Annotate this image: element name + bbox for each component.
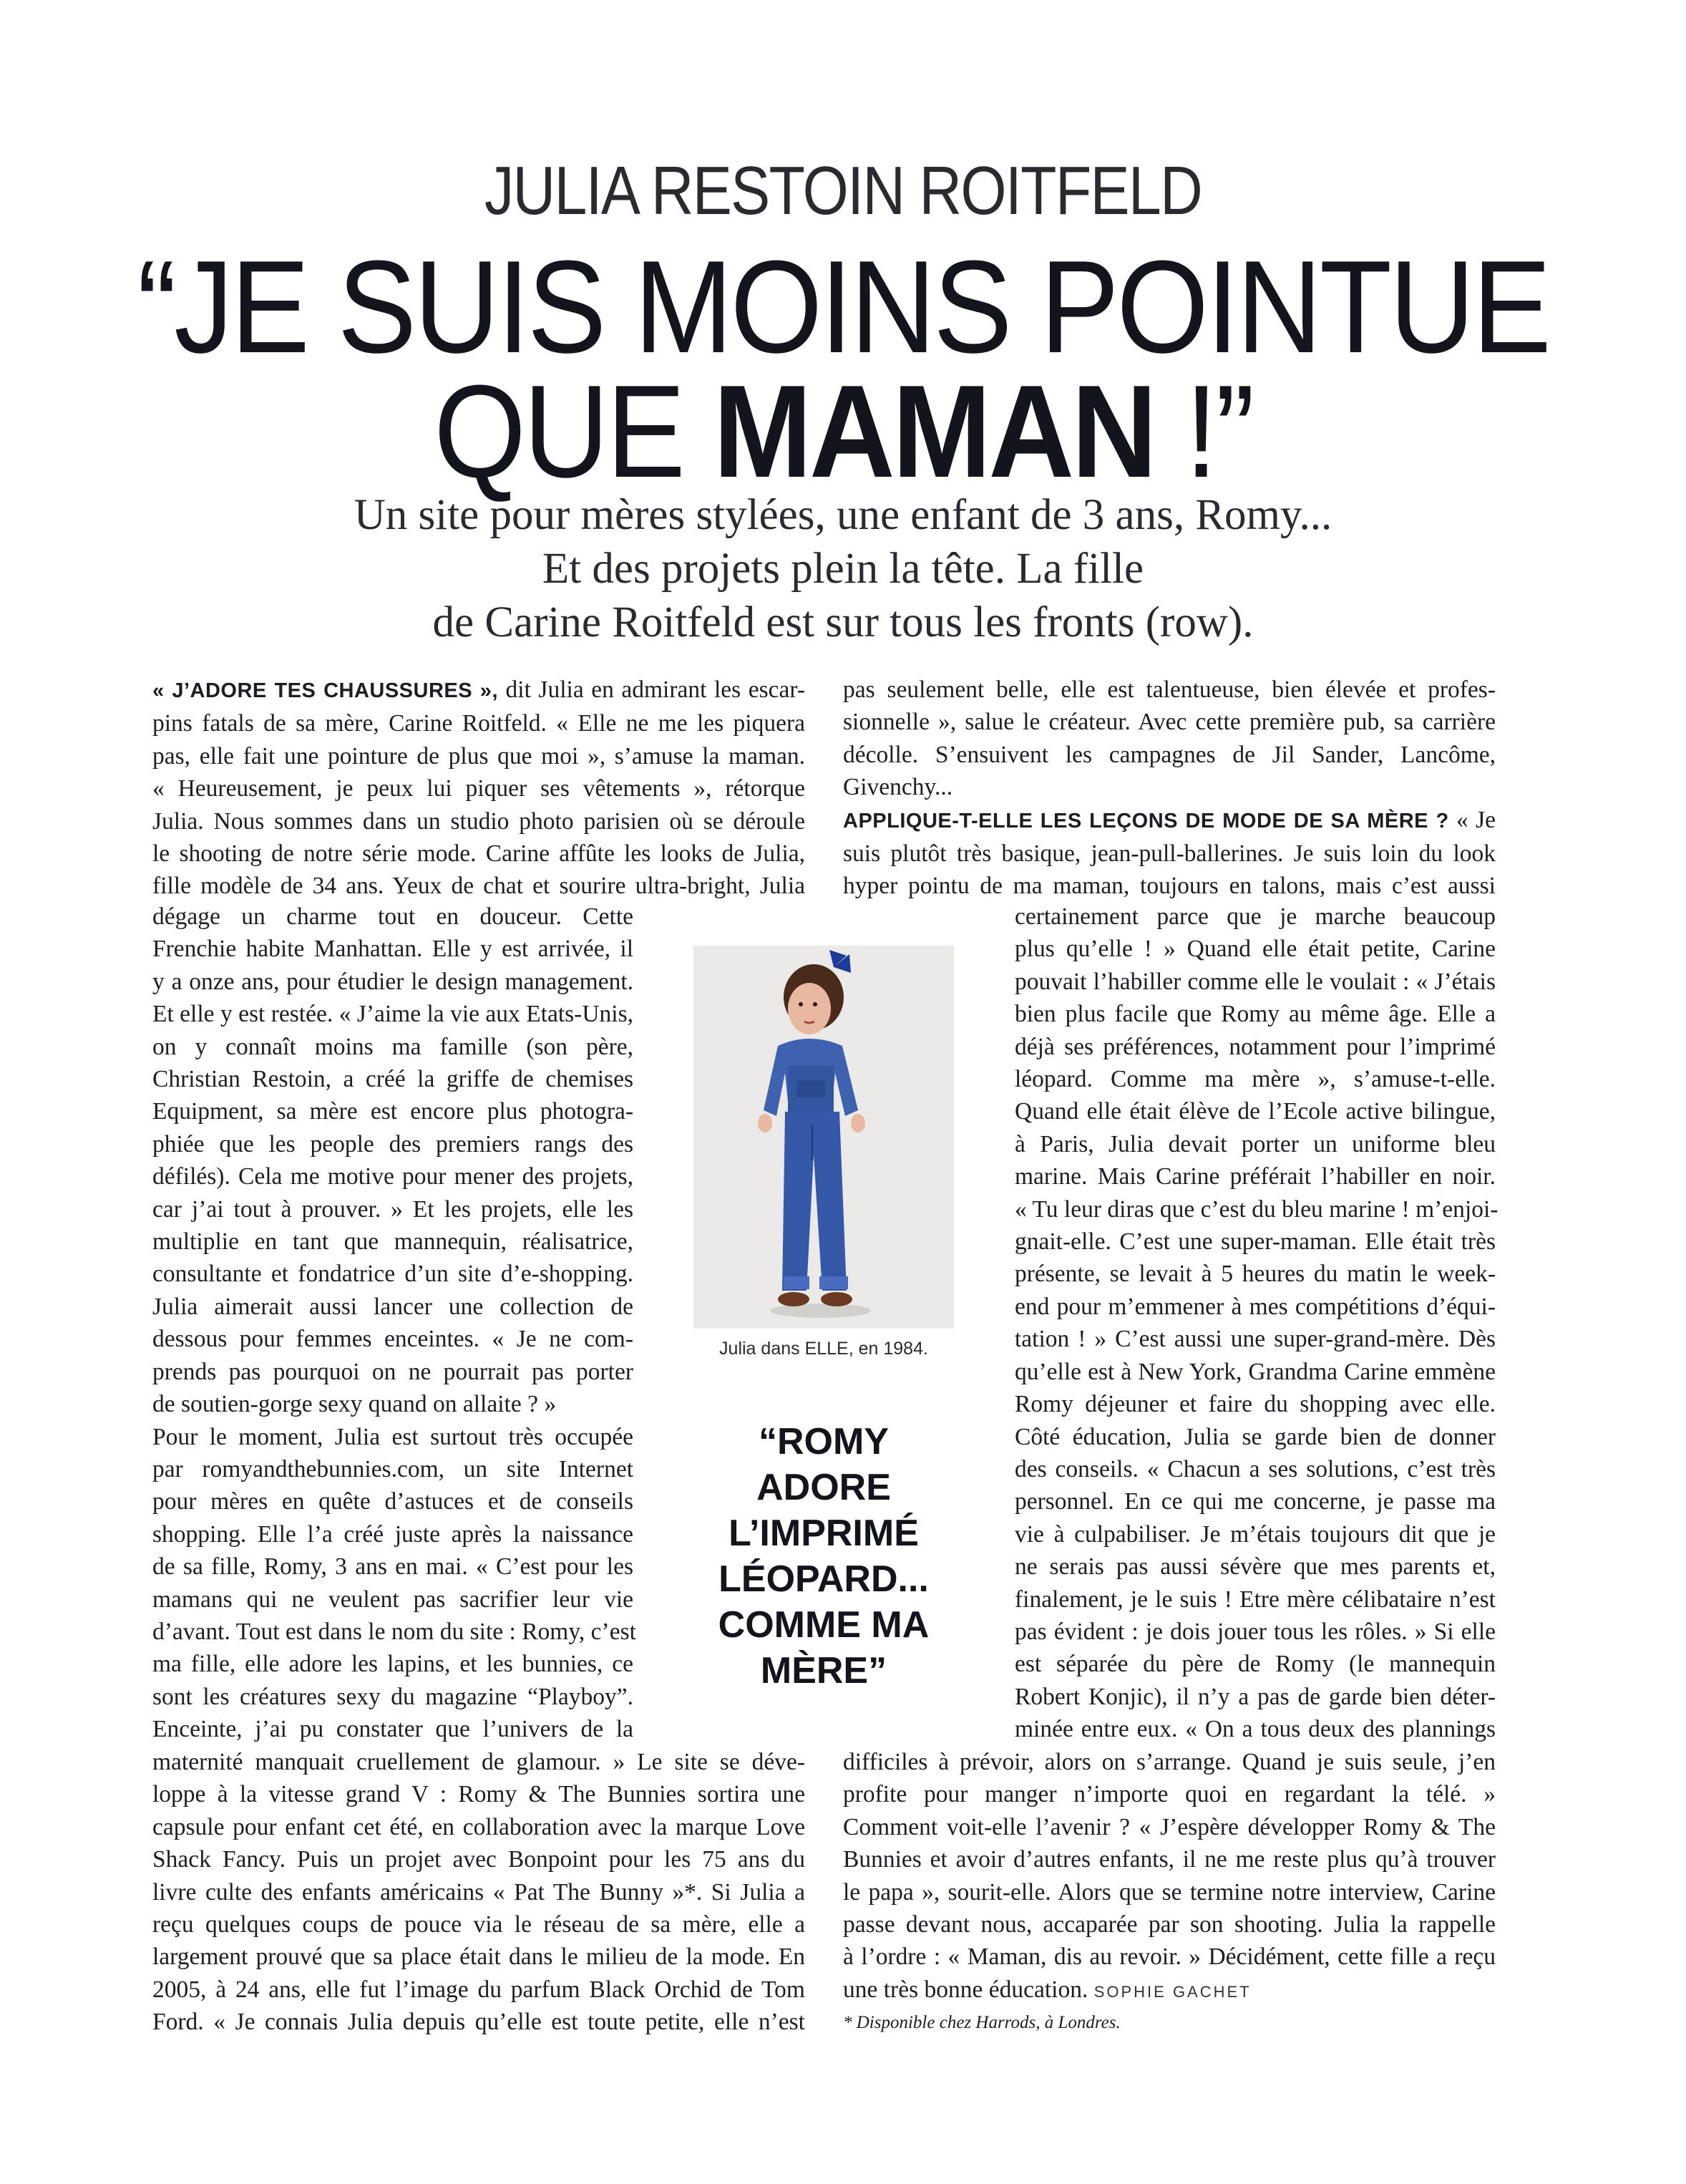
- text-line: [843, 1908, 1496, 1941]
- line-text: des conseils. « Chacun a ses solutions, c’est très: [1015, 1455, 1496, 1482]
- author-signature: SOPHIE GACHET: [1093, 1982, 1252, 2001]
- text-line: [843, 870, 1496, 902]
- line-text: de sa fille, Romy, 3 ans en mai. « C’est pour les: [152, 1553, 633, 1581]
- text-line: [152, 1485, 633, 1518]
- deck-line: Un site pour mères stylées, une enfant de 3 ans, Romy...: [354, 491, 1332, 539]
- line-text: largement prouvé que sa place était dans le milieu de la mode. En: [152, 1943, 805, 1971]
- text-line: [152, 1226, 633, 1258]
- line-text: capsule pour enfant cet été, en collaboration avec la marque Love: [152, 1813, 805, 1840]
- text-line: [152, 1811, 805, 1843]
- text-line: [1015, 1063, 1496, 1095]
- text-line: [1015, 1453, 1496, 1485]
- line-text: difficiles à prévoir, alors on s’arrange. Quand je suis seule, j’en: [843, 1749, 1496, 1775]
- line-text: y a onze ans, pour étudier le design management.: [152, 968, 633, 995]
- text-line: [152, 1291, 633, 1323]
- text-line: [152, 1616, 636, 1648]
- line-text: shopping. Elle l’a créé juste après la naissance: [152, 1520, 633, 1548]
- line-text: maternité manquait cruellement de glamour. » Le site se déve-: [152, 1749, 805, 1775]
- text-line: [152, 1843, 805, 1875]
- line-text: le shooting de notre série mode. Carine affûte les looks de Julia,: [152, 840, 805, 868]
- line-text: décolle. S’ensuivent les campagnes de Jil Sander, Lancôme,: [843, 741, 1496, 768]
- text-line: [843, 1876, 1496, 1908]
- text-line: [843, 706, 1496, 738]
- article-deck: [0, 488, 1686, 649]
- line-text: léopard. Comme ma mère », s’amuse-t-elle.: [1015, 1066, 1496, 1093]
- text-line: [152, 1258, 633, 1290]
- line-text: pas seulement belle, elle est talentueuse, bien élevée et profes-: [843, 676, 1496, 703]
- text-line: [152, 1388, 633, 1420]
- line-text: sont les créatures sexy du magazine “Playboy”.: [152, 1683, 633, 1710]
- pull-quote-line: LÉOPARD...: [718, 1558, 929, 1600]
- line-text: pouvait l’habiller comme elle le voulait : « J’étais: [1015, 968, 1496, 995]
- photo-caption: Julia dans ELLE, en 1984.: [719, 1339, 928, 1359]
- text-line: [1015, 1095, 1496, 1127]
- line-text: Bunnies et avoir d’autres enfants, il ne me reste plus qu’à trouver: [843, 1846, 1496, 1873]
- text-line: [1015, 1485, 1496, 1518]
- text-line: [152, 998, 633, 1030]
- line-text: car j’ai tout à prouver. » Et les projets, elle les: [152, 1195, 633, 1223]
- line-text: phiée que les people des premiers rangs des: [152, 1130, 633, 1157]
- text-line: [1015, 1388, 1496, 1420]
- text-line: [152, 870, 805, 902]
- line-text: à Paris, Julia devait porter un uniforme bleu: [1015, 1130, 1496, 1157]
- text-line: [152, 1031, 633, 1063]
- text-line: [152, 1876, 805, 1908]
- headline-end: !”: [1154, 357, 1252, 505]
- line-text: « Heureusement, je peux lui piquer ses vêtements », rétorque: [152, 775, 805, 802]
- text-line: [152, 1746, 805, 1778]
- line-text: pas évident : je dois jouer tous les rôles. » Si elle: [1015, 1618, 1496, 1645]
- text-line: [843, 804, 1496, 838]
- line-text: le papa », sourit-elle. Alors que se termine notre interview, Carine: [843, 1878, 1496, 1906]
- text-line: [843, 771, 1496, 803]
- column-2-top: [843, 674, 1496, 903]
- line-text: Comment voit-elle l’avenir ? « J’espère développer Romy & The: [843, 1813, 1496, 1840]
- photo-julia-1984: [693, 946, 954, 1329]
- line-text: Julia aimerait aussi lancer une collection de: [152, 1293, 633, 1320]
- line-text: plus qu’elle ! » Quand elle était petite, Carine: [1015, 936, 1496, 963]
- text-line: [152, 1648, 633, 1680]
- line-text: Robert Konjic), il n’y a pas de garde bien déter-: [1015, 1683, 1496, 1710]
- text-line: [152, 707, 805, 739]
- text-line: [152, 1550, 633, 1583]
- column-1-narrow: [152, 901, 636, 1746]
- text-line: [152, 1518, 633, 1550]
- column-2-bottom: [843, 1746, 1496, 2008]
- text-line: [152, 1908, 805, 1941]
- line-text: fille modèle de 34 ans. Yeux de chat et sourire ultra-bright, Julia: [152, 873, 805, 900]
- text-line: [1015, 1226, 1496, 1258]
- text-line: [152, 740, 805, 772]
- column-1-bottom: [152, 1746, 805, 2039]
- line-text: loppe à la vitesse grand V : Romy & The Bunnies sortira une: [152, 1781, 805, 1808]
- line-text: profite pour manger n’importe quoi en regardant la télé. »: [843, 1781, 1496, 1808]
- text-line: [152, 805, 805, 838]
- text-line: [1015, 966, 1496, 998]
- text-line: [1015, 1681, 1496, 1713]
- text-line: [1015, 933, 1496, 965]
- line-text: vie à culpabiliser. Je m’étais toujours dit que je: [1015, 1520, 1496, 1548]
- lead-in: « J’ADORE TES CHAUSSURES »,: [152, 679, 498, 702]
- line-text: « Je: [1448, 806, 1496, 833]
- line-text: marine. Mais Carine préférait l’habiller en noir.: [1015, 1163, 1496, 1190]
- line-text: qu’elle est à New York, Grandma Carine emmène: [1015, 1358, 1496, 1385]
- line-text: certainement parce que je marche beaucoup: [1015, 903, 1496, 930]
- line-text: « Tu leur diras que c’est du bleu marine ! m’enjoi-: [1015, 1195, 1499, 1223]
- line-text: end pour m’emmener à mes compétitions d’équi-: [1015, 1293, 1496, 1320]
- text-line: [1015, 1031, 1496, 1063]
- text-line: [152, 1160, 633, 1193]
- column-2-narrow: [1015, 901, 1499, 1746]
- line-text: ma fille, elle adore les lapins, et les bunnies, ce: [152, 1651, 633, 1678]
- line-text: on y connaît moins ma famille (son père,: [152, 1033, 633, 1060]
- article-kicker: JULIA RESTOIN ROITFELD: [484, 152, 1202, 229]
- text-line: [1015, 1616, 1496, 1648]
- line-text: Romy déjeuner et faire du shopping avec elle.: [1015, 1391, 1496, 1418]
- text-line: [152, 2006, 805, 2038]
- text-line: [152, 1453, 633, 1485]
- line-text: consultante et fondatrice d’un site d’e-shopping.: [152, 1261, 633, 1288]
- line-text: Julia. Nous sommes dans un studio photo parisien où se déroule: [152, 807, 805, 835]
- line-text: 2005, à 24 ans, elle fut l’image du parfum Black Orchid de Tom: [152, 1976, 805, 2003]
- text-line: [1015, 1713, 1496, 1745]
- line-text: sionnelle », salue le créateur. Avec cette première pub, sa carrière: [843, 709, 1496, 736]
- text-line: [1015, 1518, 1496, 1550]
- text-line: [152, 1583, 633, 1616]
- line-text: à l’ordre : « Maman, dis au revoir. » Décidément, cette fille a reçu: [843, 1943, 1496, 1971]
- text-line: [843, 739, 1496, 771]
- text-line: [152, 674, 805, 707]
- text-line: [152, 1974, 805, 2006]
- text-line: [843, 1843, 1496, 1875]
- line-text: reçu quelques coups de pouce via le réseau de sa mère, elle a: [152, 1911, 805, 1938]
- line-text: de soutien-gorge sexy quand on allaite ? »: [152, 1391, 557, 1418]
- pull-quote-line: L’IMPRIMÉ: [729, 1513, 919, 1554]
- line-text: dégage un charme tout en douceur. Cette: [152, 903, 633, 930]
- headline-bold: MAMAN: [713, 357, 1155, 505]
- line-text: tation ! » C’est aussi une super-grand-mère. Dès: [1015, 1326, 1496, 1353]
- pull-quote: [693, 1419, 954, 1694]
- text-line: [1015, 998, 1496, 1030]
- text-line: [1015, 1356, 1496, 1388]
- text-line: [1015, 1128, 1496, 1160]
- text-line: [152, 1713, 633, 1745]
- line-text: dit Julia en admirant les escar-: [498, 676, 805, 703]
- line-text: pour mères en quête d’astuces et de conseils: [152, 1488, 633, 1515]
- text-line: [1015, 1323, 1496, 1355]
- text-line: [843, 838, 1496, 870]
- line-text: une très bonne éducation.: [843, 1976, 1094, 2003]
- text-line: [843, 1778, 1496, 1810]
- text-line: [152, 1681, 633, 1713]
- line-text: Givenchy...: [843, 774, 953, 801]
- line-text: minée entre eux. « On a tous deux des plannings: [1015, 1716, 1496, 1743]
- line-text: ne serais pas aussi sévère que mes parents et,: [1015, 1553, 1496, 1581]
- text-line: [152, 1323, 633, 1355]
- text-line: [1015, 1193, 1499, 1226]
- line-text: gnait-elle. C’est une super-maman. Elle était très: [1015, 1228, 1496, 1256]
- text-line: [843, 1746, 1496, 1778]
- text-line: [152, 1941, 805, 1973]
- text-line: [152, 1095, 633, 1127]
- deck-line: de Carine Roitfeld est sur tous les fronts (row).: [432, 598, 1254, 646]
- text-line: [843, 1941, 1496, 1973]
- text-line: [1015, 1583, 1496, 1616]
- lead-in: APPLIQUE-T-ELLE LES LEÇONS DE MODE DE SA MÈRE ?: [843, 809, 1449, 833]
- line-text: hyper pointu de ma maman, toujours en talons, mais c’est aussi: [843, 873, 1496, 900]
- pull-quote-line: COMME MA: [718, 1604, 930, 1646]
- footnote: * Disponible chez Harrods, à Londres.: [843, 2013, 1121, 2032]
- line-text: personnel. En ce qui me concerne, je passe ma: [1015, 1488, 1496, 1515]
- line-text: par romyandthebunnies.com, un site Internet: [152, 1455, 633, 1482]
- line-text: pins fatals de sa mère, Carine Roitfeld. « Elle ne me les piquera: [152, 710, 805, 737]
- text-line: [152, 966, 633, 998]
- line-text: Pour le moment, Julia est surtout très occupée: [152, 1423, 633, 1450]
- pull-quote-line: MÈRE”: [760, 1650, 887, 1692]
- text-line: [152, 1421, 633, 1453]
- line-text: présente, se levait à 5 heures du matin le week-: [1015, 1261, 1496, 1288]
- line-text: multiplie en tant que mannequin, réalisatrice,: [152, 1228, 633, 1256]
- line-text: déjà ses préférences, notamment pour l’imprimé: [1015, 1033, 1496, 1060]
- text-line: [152, 1128, 633, 1160]
- text-line: [152, 1193, 633, 1226]
- text-line: [152, 1778, 805, 1810]
- deck-line: Et des projets plein la tête. La fille: [542, 545, 1144, 593]
- line-text: Enceinte, j’ai pu constater que l’univers de la: [152, 1716, 633, 1743]
- pull-quote-line: ADORE: [756, 1467, 891, 1508]
- pull-quote-line: “ROMY: [759, 1421, 889, 1462]
- line-text: Equipment, sa mère est encore plus photogra-: [152, 1098, 633, 1125]
- line-text: pas, elle fait une pointure de plus que moi », s’amuse la maman.: [152, 742, 805, 770]
- text-line: [1015, 1291, 1496, 1323]
- line-text: Quand elle était élève de l’Ecole active bilingue,: [1015, 1098, 1496, 1125]
- line-text: est séparée du père de Romy (le mannequin: [1015, 1651, 1496, 1678]
- line-text: suis plutôt très basique, jean-pull-ballerines. Je suis loin du look: [843, 840, 1496, 868]
- line-text: mamans qui ne veulent pas sacrifier leur vie: [152, 1586, 633, 1613]
- text-line: [152, 933, 633, 965]
- child-in-overalls-image: [693, 946, 954, 1329]
- text-line: [1015, 1550, 1496, 1583]
- text-line: [1015, 901, 1496, 933]
- headline-line-2: [84, 357, 1602, 505]
- text-line: [1015, 1258, 1496, 1290]
- text-line: [152, 1063, 633, 1095]
- line-text: finalement, je le suis ! Etre mère célibataire n’est: [1015, 1586, 1496, 1613]
- headline-regular: QUE: [434, 357, 713, 505]
- line-text: bien plus facile que Romy au même âge. Elle a: [1015, 1001, 1496, 1028]
- headline-line-1: “JE SUIS MOINS POINTUE: [137, 233, 1549, 380]
- line-text: Frenchie habite Manhattan. Elle y est arrivée, il: [152, 936, 633, 963]
- text-line: [1015, 1648, 1496, 1680]
- line-text: Côté éducation, Julia se garde bien de donner: [1015, 1423, 1496, 1450]
- line-text: Christian Restoin, a créé la griffe de chemises: [152, 1066, 633, 1093]
- line-text: défilés). Cela me motive pour mener des projets,: [152, 1163, 633, 1190]
- text-line: [152, 772, 805, 805]
- line-text: Shack Fancy. Puis un projet avec Bonpoint pour les 75 ans du: [152, 1846, 805, 1873]
- line-text: livre culte des enfants américains « Pat The Bunny »*. Si Julia a: [152, 1878, 805, 1906]
- line-text: passe devant nous, accaparée par son shooting. Julia la rappelle: [843, 1911, 1496, 1938]
- line-text: Et elle y est restée. « J’aime la vie aux Etats-Unis,: [152, 1001, 633, 1028]
- column-1-top: [152, 674, 805, 903]
- text-line: [1015, 1160, 1496, 1193]
- text-line: [1015, 1421, 1496, 1453]
- text-line: [843, 1974, 1496, 2008]
- text-line: [152, 901, 633, 933]
- text-line: [843, 1811, 1496, 1843]
- line-text: Ford. « Je connais Julia depuis qu’elle est toute petite, elle n’est: [152, 2009, 805, 2036]
- text-line: [843, 674, 1496, 706]
- line-text: dessous pour femmes enceintes. « Je ne com-: [152, 1326, 633, 1353]
- line-text: prends pas pourquoi on ne pourrait pas porter: [152, 1358, 633, 1385]
- line-text: d’avant. Tout est dans le nom du site : Romy, c’est: [152, 1618, 636, 1645]
- text-line: [152, 838, 805, 870]
- text-line: [152, 1356, 633, 1388]
